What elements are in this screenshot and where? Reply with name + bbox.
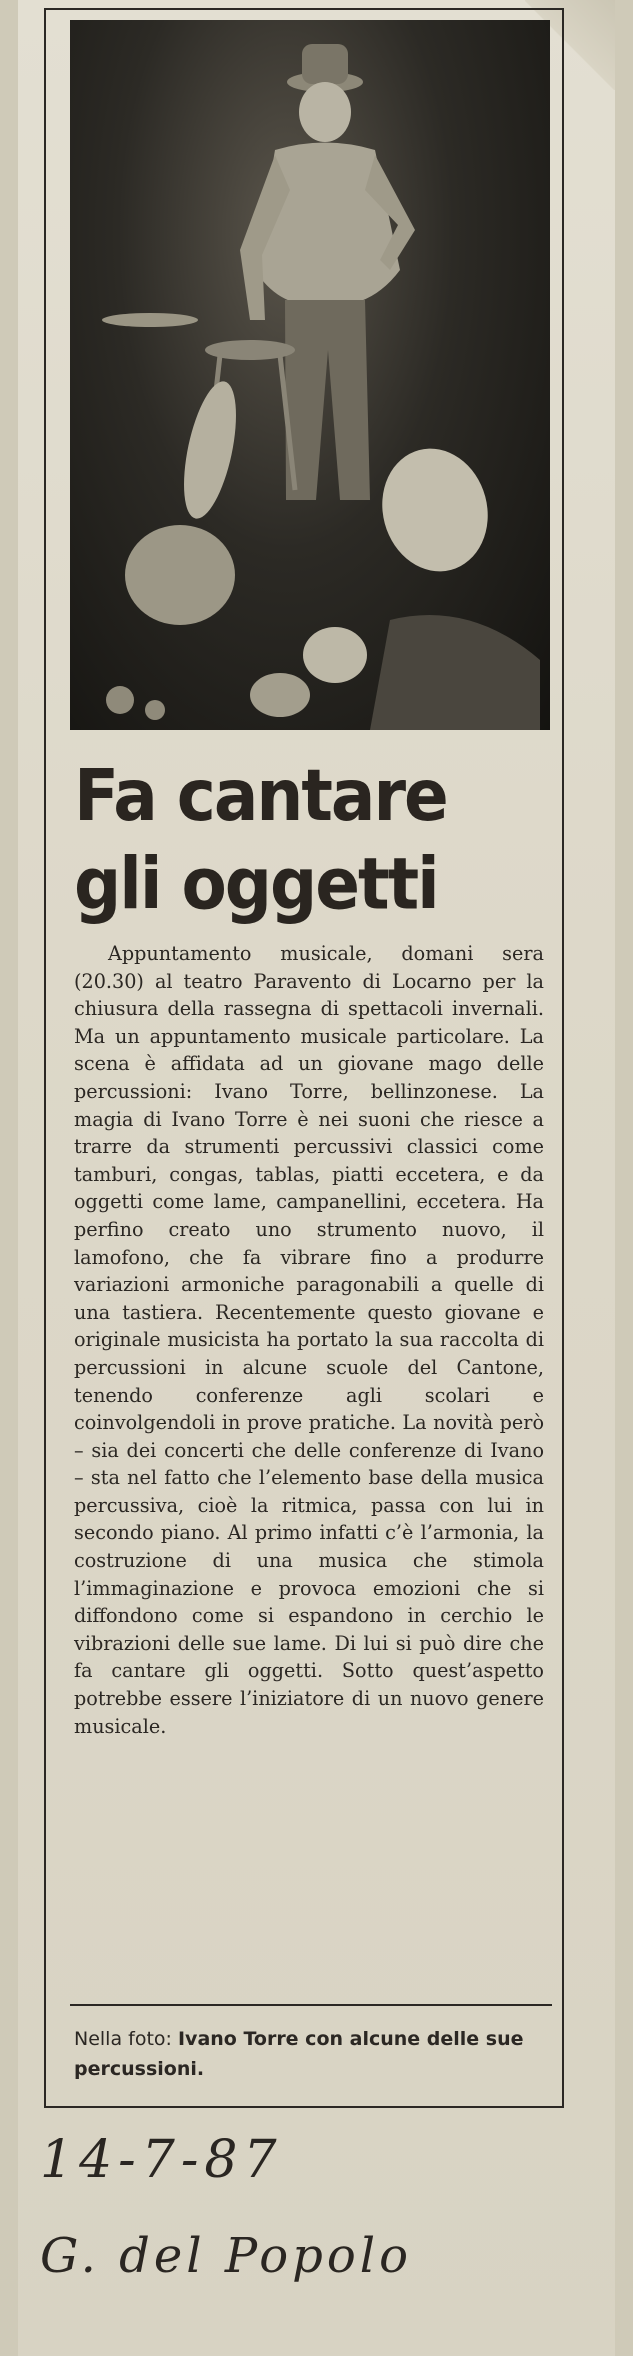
caption-divider bbox=[70, 2004, 552, 2006]
photo-percussionist-icon bbox=[70, 20, 550, 730]
handwritten-date: 14-7-87 bbox=[40, 2130, 283, 2190]
caption-names: Ivano Torre con alcune delle sue percussioni. bbox=[74, 2028, 524, 2080]
article-body: Appuntamento musicale, domani sera (20.30) al teatro Paravento di Locarno per la chiusura della rassegna di spettacoli invernali. Ma un appuntamento musicale particolare. La scena è affidata ad un giovane mago delle percussioni: Ivano Torre, bellinzonese. La magia di Ivano Torre è nei suoni che riesce a trarre da strumenti percussivi classici come tamburi, congas, tablas, piatti eccetera, e da oggetti come lame, campanellini, eccetera. Ha perfino creato uno strumento nuovo, il lamofono, che fa vibrare fino a produrre variazioni armoniche paragonabili a quelle di una tastiera. Recentemente questo giovane e originale musicista ha portato la sua raccolta di percussioni in alcune scuole del Cantone, tenendo conferenze agli scolari e coinvolgendoli in prove pratiche. La novità però – sia dei concerti che delle conferenze di Ivano – sta nel fatto che l’elemento base della musica percussiva, cioè la ritmica, passa con lui in secondo piano. Al primo infatti c’è l’armonia, la costruzione di una musica che stimola l’immaginazione e provoca emozioni che si diffondono come si espandono in cerchio le vibrazioni delle sue lame. Di lui si può dire che fa cantare gli oggetti. Sotto quest’aspetto potrebbe essere l’iniziatore di un nuovo genere musicale. bbox=[74, 942, 544, 1738]
article-photo bbox=[70, 20, 550, 730]
article-headline bbox=[74, 752, 544, 929]
handwritten-source: G. del Popolo bbox=[40, 2228, 413, 2284]
headline-line-2: gli oggetti bbox=[74, 842, 438, 926]
photo-caption bbox=[74, 2024, 544, 2084]
headline-line-1: Fa cantare bbox=[74, 754, 447, 838]
caption-lead: Nella foto: bbox=[74, 2028, 172, 2050]
